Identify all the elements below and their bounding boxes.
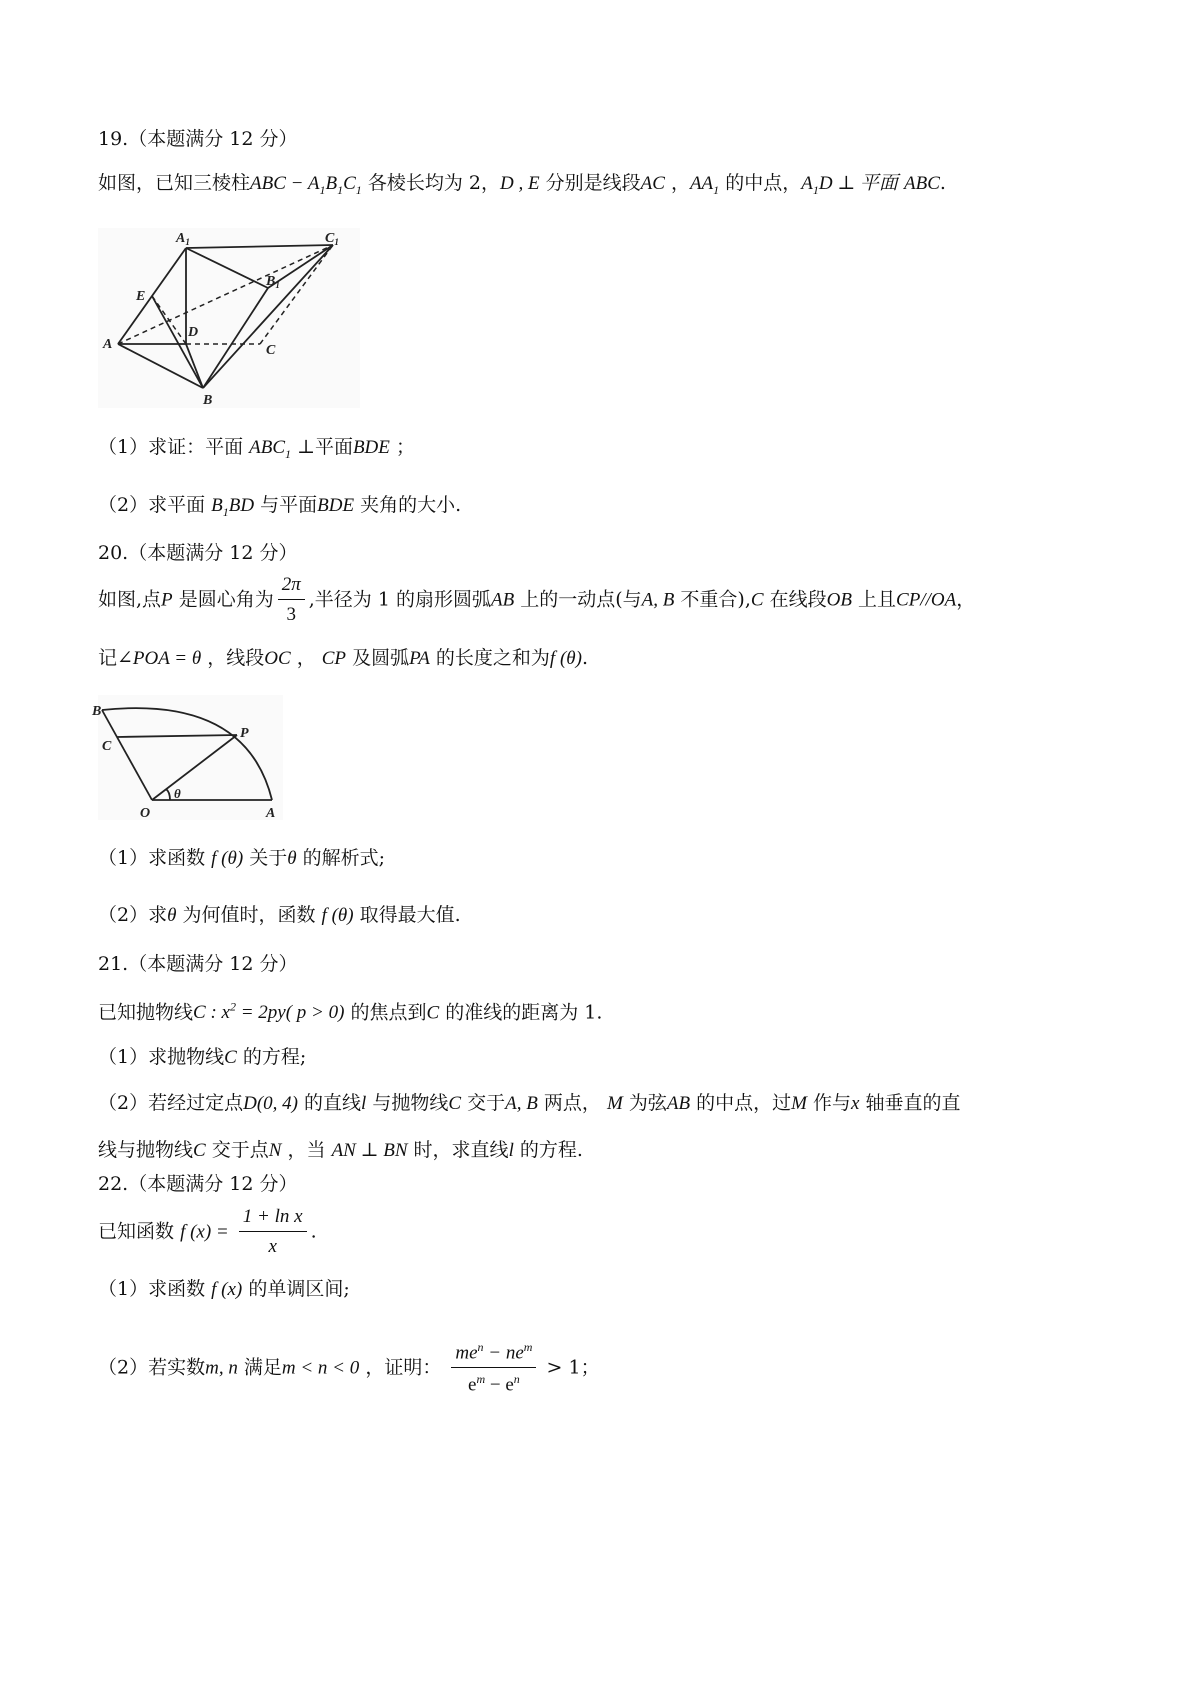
label-C: C <box>102 739 112 754</box>
q20-part1: （1）求函数 f (θ) 关于θ 的解析式; <box>98 847 386 869</box>
label-A1: $A_1$ <box>176 231 190 247</box>
label-B: B <box>203 393 213 408</box>
prism-figure <box>98 228 360 408</box>
q21-part1: （1）求抛物线C 的方程; <box>98 1046 307 1068</box>
q20-part2: （2）求θ 为何值时，函数 f (θ) 取得最大值. <box>98 904 461 926</box>
q19-part1: （1）求证：平面 $ABC_1$ ⊥平面BDE ； <box>98 436 415 461</box>
fraction-2pi-3: $\frac{2\pi}{3}$ <box>278 574 305 627</box>
q22-stem: 已知函数 f (x) = $\frac{\text{1 + ln x}}{x}$ . <box>98 1206 317 1257</box>
label-P: P <box>240 726 249 741</box>
fraction-1-lnx-over-x: $\frac{\text{1 + ln x}}{x}$ <box>239 1206 307 1259</box>
q20-stem-line2: 记∠POA = θ ，线段OC ， CP 及圆弧PA 的长度之和为f (θ). <box>98 647 588 669</box>
q21-stem: 已知抛物线C : $x^2 = 2py$( p > 0) 的焦点到C 的准线的距离为 1. <box>98 1000 603 1024</box>
q21-part2-line2: 线与抛物线C 交于点N ，当 AN ⊥ BN 时，求直线l 的方程. <box>98 1139 583 1161</box>
q19-header: 19.（本题满分 12 分） <box>98 128 298 150</box>
q21-part2-line1: （2）若经过定点D(0, 4) 的直线l 与抛物线C 交于A, B 两点， M 为弦AB 的中点，过M 作与x 轴垂直的直 <box>98 1092 961 1114</box>
q22-header: 22.（本题满分 12 分） <box>98 1173 298 1195</box>
q22-part2: （2）若实数m, n 满足m < n < 0 ，证明： $\frac{me^n - ne^m}{e^m - e^n}$ > 1； <box>98 1340 600 1396</box>
label-C1: $C_1$ <box>325 231 339 247</box>
q19-part2: （2）求平面 $B_1BD$ 与平面BDE 夹角的大小. <box>98 494 462 519</box>
label-A: A <box>266 806 276 821</box>
label-B1: $B_1$ <box>266 274 280 290</box>
q20-stem-line1: 如图,点P 是圆心角为 $\frac{2\pi}{3}$ ,半径为 1 的扇形圆弧AB 上的一动点(与A, B 不重合),C 在线段OB 上且CP//OA， <box>98 574 976 625</box>
q20-header: 20.（本题满分 12 分） <box>98 542 298 564</box>
label-A: A <box>103 337 113 352</box>
fraction-proof: $\frac{me^n - ne^m}{e^m - e^n}$ <box>451 1340 536 1397</box>
label-B: B <box>92 704 102 719</box>
label-D: D <box>188 325 199 340</box>
label-E: E <box>136 289 146 304</box>
label-O: O <box>140 806 151 821</box>
q19-stem: 如图，已知三棱柱ABC − $A_1B_1C_1$ 各棱长均为 2，D , E 分别是线段AC ，$AA_1$ 的中点，$A_1D$ ⊥ 平面 ABC. <box>98 172 946 197</box>
label-theta: θ <box>174 786 181 801</box>
sector-figure <box>92 695 283 821</box>
q22-part1: （1）求函数 f (x) 的单调区间; <box>98 1278 350 1300</box>
q21-header: 21.（本题满分 12 分） <box>98 953 298 975</box>
label-C: C <box>266 343 276 358</box>
